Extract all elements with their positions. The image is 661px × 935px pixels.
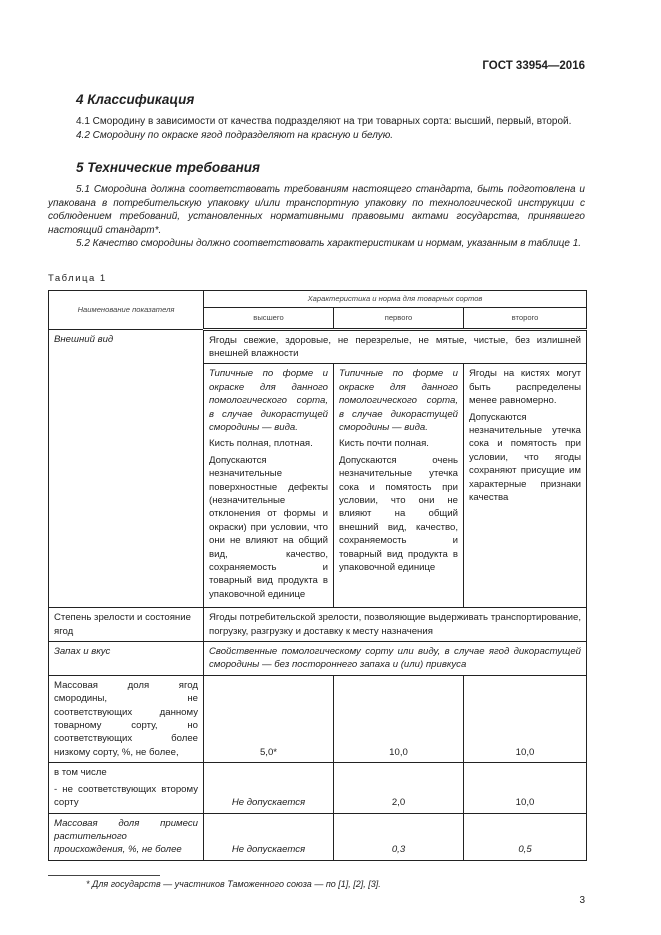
header-indicator-name: Наименование показателя <box>49 290 204 329</box>
paragraph-4-1: 4.1 Смородину в зависимости от качества подразделяют на три товарных сорта: высший, первый, второй. <box>76 116 572 127</box>
header-grade-second: второго <box>464 307 587 329</box>
row-appearance-top <box>204 364 334 608</box>
text: Допускаются незначительные утечка сока и помятость при условии, что ягоды сохраняют присущие им характерные признаки качества <box>469 411 582 503</box>
row-impurity-top: Не допускается <box>204 813 334 860</box>
section-4-title: 4 Классификация <box>76 92 195 107</box>
row-appearance-name: Внешний вид <box>49 329 204 608</box>
text: Типичные по форме и окраске для данного помологического сорта, в случае дикорастущей смородины — вида. <box>209 368 328 433</box>
row-appearance-common: Ягоды свежие, здоровые, не перезрелые, не мятые, чистые, без излишней внешней влажности <box>204 329 587 364</box>
text: Допускаются очень незначительные утечка сока и помятость при условии, что они не влияют на общий внешний вид, качество, сохраняемость и товарный вид продукта в упаковочной единице <box>339 454 458 573</box>
row-ripeness-value: Ягоды потребительской зрелости, позволяющие выдерживать транспортирование, погрузку, разгрузку и доставку к месту назначения <box>204 608 587 642</box>
header-grade-top: высшего <box>204 307 334 329</box>
footnote-separator <box>48 875 160 876</box>
footnote: * Для государств — участников Таможенного союза — по [1], [2], [3]. <box>86 878 381 889</box>
paragraph-5-1: 5.1 Смородина должна соответствовать требованиям настоящего стандарта, быть подготовлена и упакована в потребительскую упаковку и/или транспортную упаковку по технологической инструкции с соблюдением требований, установленных нормативными правовыми актами государства, принявшего настоящий стандарт*. <box>48 184 585 236</box>
row-mass-sub-name <box>49 763 204 813</box>
row-impurity-name: Массовая доля примеси растительного происхождения, %, не более <box>49 813 204 860</box>
paragraph-4-2: 4.2 Смородину по окраске ягод подразделяют на красную и белую. <box>76 129 394 141</box>
row-smell-value: Свойственные помологическому сорту или виду, в случае ягод дикорастущей смородины — без постороннего запаха и (или) привкуса <box>204 642 587 676</box>
text: в том числе <box>54 767 107 779</box>
row-mass-sub-first: 2,0 <box>334 763 464 813</box>
header-grade-group: Характеристика и норма для товарных сортов <box>204 290 587 307</box>
row-mass-first: 10,0 <box>334 675 464 762</box>
row-appearance-second <box>464 364 587 608</box>
row-impurity-first: 0,3 <box>334 813 464 860</box>
table-caption: Таблица 1 <box>48 272 107 284</box>
row-mass-top: 5,0* <box>204 675 334 762</box>
row-mass-second: 10,0 <box>464 675 587 762</box>
section-5-title: 5 Технические требования <box>76 160 260 175</box>
text: Типичные по форме и окраске для данного помологического сорта, в случае дикорастущей смородины — вида. <box>339 368 458 433</box>
row-mass-sub-top: Не допускается <box>204 763 334 813</box>
page-number: 3 <box>579 894 585 906</box>
paragraph-5-2: 5.2 Качество смородины должно соответствовать характеристикам и нормам, указанным в таблице 1. <box>76 238 582 249</box>
text: Кисть полная, плотная. <box>209 438 313 450</box>
text: Ягоды на кистях могут быть распределены менее равномерно. <box>469 368 582 407</box>
text: Допускаются незначительные поверхностные дефекты (незначительные отклонения от формы и окраски) при условии, что они не влияют на общий вид, качество, сохраняемость и товарный вид продукта в упаковочной единице <box>209 454 328 600</box>
row-impurity-second: 0,5 <box>464 813 587 860</box>
row-ripeness-name: Степень зрелости и состояние ягод <box>49 608 204 642</box>
header-grade-first: первого <box>334 307 464 329</box>
text: Кисть почти полная. <box>339 438 429 450</box>
document-id: ГОСТ 33954—2016 <box>482 60 585 72</box>
row-appearance-first <box>334 364 464 608</box>
row-mass-sub-second: 10,0 <box>464 763 587 813</box>
table-1 <box>48 290 587 861</box>
text: - не соответствующих второму сорту <box>54 783 198 809</box>
row-mass-name: Массовая доля ягод смородины, не соответствующих данному товарному сорту, но соответствующих более низкому сорту, %, не более, <box>49 675 204 762</box>
row-smell-name: Запах и вкус <box>49 642 204 676</box>
